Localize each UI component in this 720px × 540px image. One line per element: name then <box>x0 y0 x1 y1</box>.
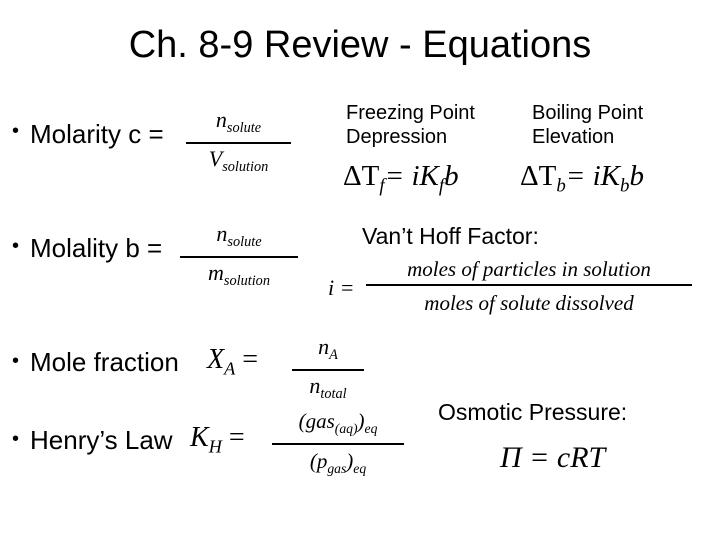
molality-fraction <box>180 222 298 293</box>
vant-hoff-heading: Van’t Hoff Factor: <box>362 223 539 249</box>
boiling-point-heading-line2: Elevation <box>532 126 615 148</box>
henrys-law-denominator: $(p_{gas})_{eq}$ <box>309 448 367 476</box>
henrys-law-fraction <box>272 408 404 482</box>
bullet-henrys-law: • <box>12 428 20 450</box>
vant-hoff-lhs: i = <box>328 275 355 300</box>
freezing-point-heading-line1: Freezing Point <box>346 102 475 124</box>
molarity-fraction <box>186 108 291 179</box>
mole-fraction-label: Mole fraction <box>30 347 179 377</box>
freezing-point-heading <box>346 101 475 149</box>
bullet-mole-fraction: • <box>12 350 20 372</box>
page-title: Ch. 8-9 Review - Equations <box>128 24 592 66</box>
vant-hoff-numerator: moles of particles in solution <box>407 257 651 281</box>
mole-fraction-line <box>292 369 364 371</box>
henrys-law-label: Henry’s Law <box>30 425 173 455</box>
boiling-point-heading-line1: Boiling Point <box>532 102 644 124</box>
freezing-point-formula: $\Delta T_f= iK_fb$ <box>343 160 459 197</box>
mole-fraction-fraction <box>292 334 364 407</box>
molality-fraction-line <box>180 256 298 258</box>
molality-label: Molality b = <box>30 233 163 263</box>
molality-numerator: $n_{solute}$ <box>216 221 262 250</box>
henrys-law-numerator: $(gas_{(aq)})_{eq}$ <box>298 409 378 436</box>
mole-fraction-denominator: $n_{total}$ <box>309 373 347 402</box>
molarity-denominator: $V_{solution}$ <box>208 146 269 175</box>
molarity-fraction-line <box>186 142 291 144</box>
molarity-numerator: $n_{solute}$ <box>215 107 262 136</box>
freezing-point-heading-line2: Depression <box>346 126 448 148</box>
osmotic-pressure-formula: Π = cRT <box>500 441 606 474</box>
osmotic-pressure-heading: Osmotic Pressure: <box>438 399 628 425</box>
boiling-point-formula: $\Delta T_b= iK_bb$ <box>520 160 644 197</box>
vant-hoff-denominator: moles of solute dissolved <box>424 291 634 315</box>
molality-denominator: $m_{solution}$ <box>208 260 270 289</box>
bullet-molality: • <box>12 235 20 257</box>
boiling-point-heading <box>532 101 643 149</box>
mole-fraction-lhs: $X_A$ = <box>207 344 259 379</box>
henrys-law-line <box>272 443 404 445</box>
vant-hoff-fraction <box>366 256 692 316</box>
henrys-law-lhs: $K_H$ = <box>190 422 245 457</box>
mole-fraction-numerator: $n_A$ <box>318 334 338 363</box>
molarity-label: Molarity c = <box>30 119 164 149</box>
bullet-molarity: • <box>12 120 20 142</box>
vant-hoff-line <box>366 284 692 286</box>
